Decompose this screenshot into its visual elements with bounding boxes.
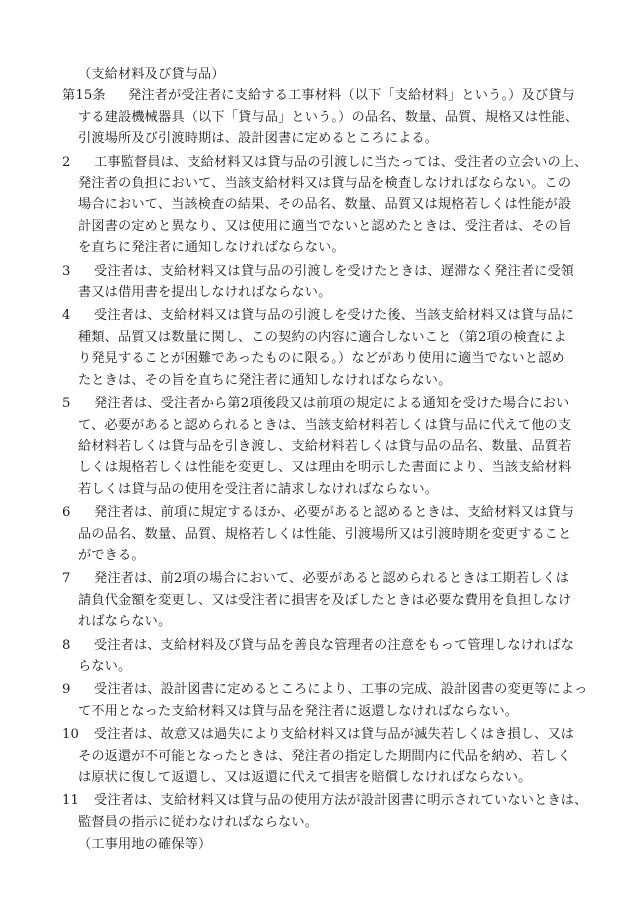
clause-line: 監督員の指示に従わなければならない。 [78, 814, 319, 830]
clause-number: 4 [62, 308, 71, 324]
clause-text: 工事監督員は、支給材料又は貸与品の引渡しに当たっては、受注者の立会いの上、 [94, 154, 588, 170]
clause-number: 2 [62, 154, 71, 170]
clause-number: 5 [62, 396, 71, 412]
clause-line: 計図書の定めと異なり、又は使用に適当でないと認めたときは、受注者は、その旨 [78, 218, 572, 234]
clause-4 [62, 305, 590, 391]
clause-6 [62, 502, 590, 566]
clause-line [62, 502, 590, 523]
clause-line [62, 568, 590, 589]
clause-line: り発見することが困難であったものに限る。）などがあり使用に適当でないと認め [78, 351, 565, 367]
clause-line: らない。 [78, 658, 132, 674]
clause-line: 種類、品質又は数量に関し、この契約の内容に適合しないこと（第2項の検査によ [78, 329, 567, 345]
clause-line: 請負代金額を変更し、又は受注者に損害を及ぼしたときは必要な費用を負担しなけ [78, 592, 572, 608]
clause-8 [62, 635, 590, 678]
clause-line: 品の品名、数量、品質、規格若しくは性能、引渡場所又は引渡時期を変更すること [78, 526, 572, 542]
article-line: する建設機械器具（以下「貸与品」という。）の品名、数量、品質、規格又は性能、 [78, 109, 579, 125]
clause-7 [62, 568, 590, 632]
clause-text: 発注者は、前2項の場合において、必要があると認められるときは工期若しくは [94, 571, 570, 587]
clause-text: 受注者は、支給材料又は貸与品の引渡しを受けたときは、遅滞なく発注者に受領 [94, 263, 575, 279]
clause-text: 受注者は、支給材料又は貸与品の使用方法が設計図書に明示されていないときは、 [94, 793, 588, 809]
clause-line [62, 635, 590, 656]
clause-text: 受注者は、支給材料又は貸与品の引渡しを受けた後、当該支給材料又は貸与品に [94, 308, 575, 324]
clause-line: を直ちに発注者に通知しなければならない。 [78, 240, 345, 256]
clause-line [62, 261, 590, 282]
clause-text: 発注者は、前項に規定するほか、必要があると認めるときは、支給材料又は貸与 [94, 505, 575, 521]
clause-line [62, 724, 590, 745]
clause-number: 10 [62, 727, 80, 743]
clause-line: たときは、その旨を直ちに発注者に通知しなければならない。 [78, 372, 452, 388]
article-line: 引渡場所及び引渡時期は、設計図書に定めるところによる。 [78, 131, 439, 147]
section-heading: （支給材料及び貸与品） [78, 67, 225, 82]
clause-line [62, 152, 590, 173]
clause-text: 受注者は、故意又は過失により支給材料又は貸与品が滅失若しくはき損し、又は [94, 727, 575, 743]
clause-number: 3 [62, 263, 71, 279]
clause-text: 発注者は、受注者から第2項後段又は前項の規定による通知を受けた場合におい [94, 396, 570, 412]
clause-line [62, 305, 590, 326]
clause-line: 発注者の負担において、当該支給材料又は貸与品を検査しなければならない。この [78, 176, 572, 192]
clause-9 [62, 679, 590, 722]
clause-line [62, 679, 590, 700]
clause-number: 8 [62, 637, 71, 653]
clause-line: ができる。 [78, 547, 145, 563]
next-section-heading: （工事用地の確保等） [78, 837, 212, 853]
clause-5 [62, 393, 590, 500]
clause-line: その返還が不可能となったときは、発注者の指定した期間内に代品を納め、若しく [78, 748, 571, 764]
clause-number: 9 [62, 682, 71, 698]
document-body [62, 64, 590, 856]
clause-number: 7 [62, 571, 71, 587]
clause-11 [62, 790, 590, 833]
clause-10 [62, 724, 590, 788]
clause-line: て、必要があると認められるときは、当該支給材料若しくは貸与品に代えて他の支 [78, 417, 572, 433]
clause-line: しくは規格若しくは性能を変更し、又は理由を明示した書面により、当該支給材料 [78, 460, 572, 476]
clause-line [62, 790, 590, 811]
clause-3 [62, 261, 590, 304]
article-number: 第15条 [62, 88, 106, 104]
clause-2 [62, 152, 590, 259]
clause-text: 受注者は、設計図書に定めるところにより、工事の完成、設計図書の変更等によっ [94, 682, 588, 698]
clause-number: 11 [62, 793, 80, 809]
article-text: 発注者が受注者に支給する工事材料（以下「支給材料」という。）及び貸与 [128, 88, 575, 104]
clause-line: て不用となった支給材料又は貸与品を発注者に返還しなければならない。 [78, 703, 519, 719]
clause-line: 場合において、当該検査の結果、その品名、数量、品質又は規格若しくは性能が設 [78, 197, 572, 213]
clause-line: 書又は借用書を提出しなければならない。 [78, 285, 332, 301]
clause-number: 6 [62, 505, 71, 521]
clause-line: 若しくは貸与品の使用を受注者に請求しなければならない。 [78, 481, 439, 497]
clause-line: ればならない。 [78, 614, 172, 630]
article-line [62, 85, 590, 106]
clause-line: は原状に復して返還し、又は返還に代えて損害を賠償しなければならない。 [78, 770, 532, 785]
clause-line [62, 393, 590, 414]
article-15 [62, 85, 590, 149]
clause-text: 受注者は、支給材料及び貸与品を善良な管理者の注意をもって管理しなければな [94, 637, 575, 653]
clause-line: 給材料若しくは貸与品を引き渡し、支給材料若しくは貸与品の品名、数量、品質若 [78, 438, 572, 454]
